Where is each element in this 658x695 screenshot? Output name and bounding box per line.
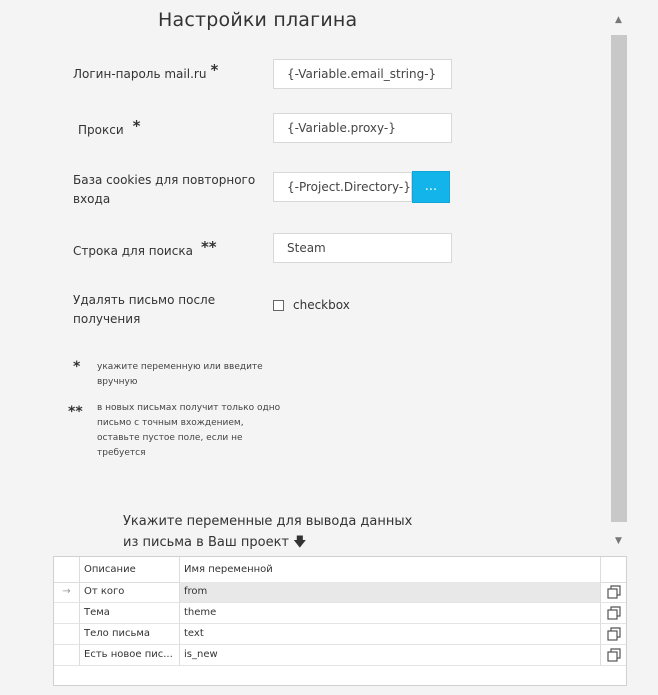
scroll-up-arrow-icon[interactable]: ▲: [615, 15, 622, 25]
row-indicator: [54, 645, 80, 666]
note-text: укажите переменную или введите вручную: [97, 362, 263, 387]
login-label: Логин-пароль mail.ru *: [73, 61, 219, 81]
row-indicator: [54, 624, 80, 645]
row-variable-name[interactable]: is_new: [180, 645, 601, 666]
table-row[interactable]: [54, 582, 626, 603]
proxy-input[interactable]: {-Variable.proxy-}: [273, 113, 452, 143]
note-star: **: [68, 404, 83, 420]
required-star: *: [210, 61, 219, 79]
row-variable-name[interactable]: text: [180, 624, 601, 645]
table-row[interactable]: [54, 645, 626, 666]
optional-star: **: [200, 238, 217, 256]
row-variable-name[interactable]: from: [180, 582, 601, 603]
row-description[interactable]: Тема: [80, 603, 180, 624]
proxy-label: Прокси *: [78, 117, 141, 137]
row-indicator: →: [54, 582, 80, 603]
copy-icon[interactable]: [607, 585, 621, 599]
page-title: Настройки плагина: [158, 9, 358, 31]
row-action-cell: [601, 603, 626, 624]
table-row[interactable]: [54, 603, 626, 624]
copy-icon[interactable]: [607, 606, 621, 620]
search-label: Строка для поиска **: [73, 238, 217, 258]
copy-icon[interactable]: [607, 648, 621, 662]
header-description[interactable]: Описание: [80, 557, 180, 582]
copy-icon[interactable]: [607, 627, 621, 641]
note-text: в новых письмах получит только одно письмо с точным вхождением, оставьте пустое поле, если не требуется: [97, 403, 281, 458]
login-input[interactable]: {-Variable.email_string-}: [273, 59, 452, 89]
variables-table: [53, 556, 627, 686]
note-star: *: [73, 359, 81, 375]
table-row[interactable]: [54, 624, 626, 645]
row-indicator: [54, 603, 80, 624]
scrollbar[interactable]: [609, 8, 628, 548]
arrow-down-icon: 🡇: [293, 535, 307, 550]
header-indicator-cell: [54, 557, 80, 582]
header-empty-cell: [601, 557, 626, 582]
cookies-label: База cookies для повторного входа: [73, 173, 256, 206]
row-description[interactable]: Есть новое пис...: [80, 645, 180, 666]
delete-checkbox[interactable]: [273, 300, 284, 311]
delete-checkbox-label[interactable]: checkbox: [293, 298, 350, 312]
row-action-cell: [601, 582, 626, 603]
row-action-cell: [601, 624, 626, 645]
scrollbar-thumb[interactable]: [611, 35, 627, 522]
header-variable-name[interactable]: Имя переменной: [180, 557, 601, 582]
search-string-input[interactable]: Steam: [273, 233, 452, 263]
row-description[interactable]: Тело письма: [80, 624, 180, 645]
row-action-cell: [601, 645, 626, 666]
row-variable-name[interactable]: theme: [180, 603, 601, 624]
cookies-input[interactable]: {-Project.Directory-}: [273, 172, 412, 202]
row-description[interactable]: От кого: [80, 582, 180, 603]
table-header: [54, 557, 626, 583]
browse-button[interactable]: ...: [412, 171, 450, 203]
delete-label: Удалять письмо после получения: [73, 293, 216, 326]
required-star: *: [132, 117, 141, 135]
scroll-down-arrow-icon[interactable]: ▼: [615, 536, 622, 546]
output-section-title: Укажите переменные для вывода данных из письма в Ваш проект 🡇: [123, 514, 413, 550]
